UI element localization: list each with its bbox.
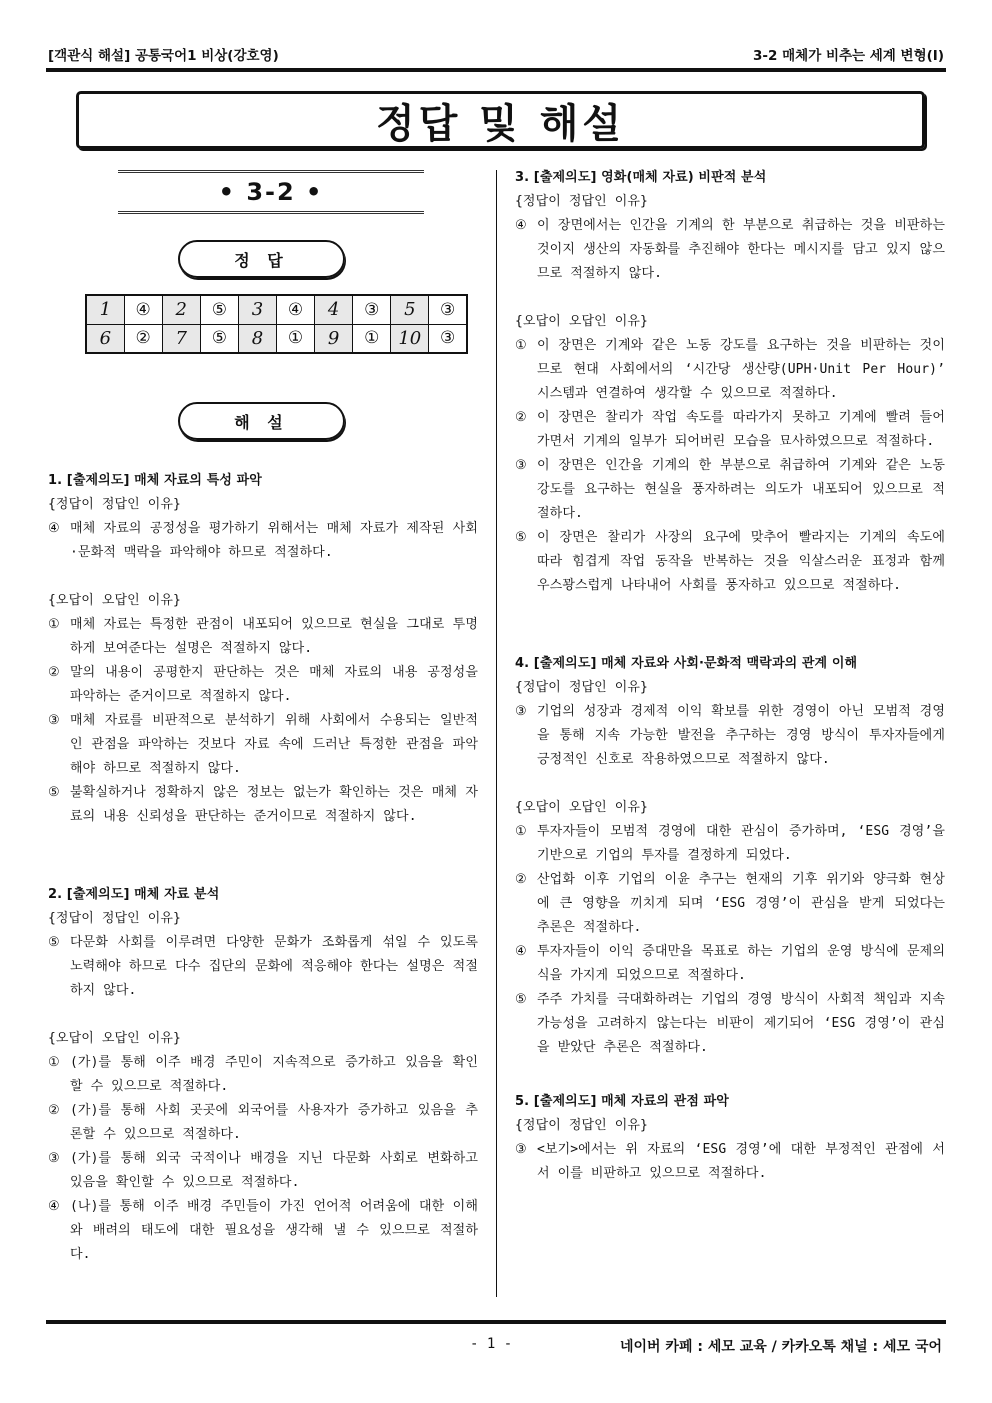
wrong-reason-label: {오답이 오답인 이유} <box>515 800 648 815</box>
answer-value: ③ <box>429 324 467 353</box>
list-item <box>515 214 945 286</box>
footer-credit: 네이버 카페 : 세모 교육 / 카카오톡 채널 : 세모 국어 <box>619 1339 942 1355</box>
question-3-title: 3. [출제의도] 영화(매체 자료) 비판적 분석 <box>515 170 767 185</box>
choice-marker: ③ <box>515 1142 527 1157</box>
answer-row <box>86 295 467 324</box>
question-number: 1 <box>86 295 124 324</box>
list-item <box>48 1195 478 1267</box>
question-number: 9 <box>315 324 353 353</box>
answer-value: ⑤ <box>200 295 238 324</box>
choice-marker: ③ <box>515 704 527 719</box>
explanation-text: 매체 자료의 공정성을 평가하기 위해서는 매체 자료가 제작된 사회·문화적 맥락을 파악해야 하므로 적절하다. <box>70 521 478 560</box>
question-1-title: 1. [출제의도] 매체 자료의 특성 파악 <box>48 473 262 488</box>
choice-marker: ③ <box>48 1151 60 1166</box>
choice-marker: ⑤ <box>515 530 527 545</box>
choice-marker: ① <box>48 617 60 632</box>
question-number: 2 <box>162 295 200 324</box>
explanation-text: 산업화 이후 기업의 이윤 추구는 현재의 기후 위기와 양극화 현상에 큰 영향을 끼치게 되며 ‘ESG 경영’이 관심을 받게 되었다는 추론은 적절하다. <box>537 872 945 935</box>
choice-marker: ④ <box>515 218 527 233</box>
correct-reason-label: {정답이 정답인 이유} <box>515 680 648 695</box>
list-item <box>515 868 945 940</box>
answer-value: ① <box>353 324 391 353</box>
explanation-text: 이 장면은 찰리가 사장의 요구에 맞추어 빨라지는 기계의 속도에 따라 힘겹게 작업 동작을 반복하는 것을 익살스러운 표정과 함께 우스꽝스럽게 나타내어 사회를 풍자하고 있으므로 적절하다. <box>537 530 945 593</box>
list-item <box>48 1147 478 1195</box>
choice-marker: ④ <box>48 1199 60 1214</box>
explanation-text: 이 장면은 인간을 기계의 한 부분으로 취급하여 기계와 같은 노동 강도를 요구하는 현실을 풍자하려는 의도가 내포되어 있으므로 적절하다. <box>537 458 945 521</box>
choice-marker: ② <box>48 1103 60 1118</box>
list-item <box>48 1051 478 1099</box>
list-item <box>48 661 478 709</box>
explanation-text: 투자자들이 모범적 경영에 대한 관심이 증가하며, ‘ESG 경영’을 기반으로 기업의 투자를 결정하게 되었다. <box>537 824 945 863</box>
question-number: 6 <box>86 324 124 353</box>
list-item <box>48 1099 478 1147</box>
column-divider <box>496 170 497 1297</box>
choice-marker: ⑤ <box>48 785 60 800</box>
question-5-title: 5. [출제의도] 매체 자료의 관점 파악 <box>515 1094 729 1109</box>
explanation-text: 주주 가치를 극대화하려는 기업의 경영 방식이 사회적 책임과 지속 가능성을 고려하지 않는다는 비판이 제기되어 ‘ESG 경영’이 관심을 받았단 추론은 적절하다. <box>537 992 945 1055</box>
list-item <box>515 1138 945 1186</box>
question-2-title: 2. [출제의도] 매체 자료 분석 <box>48 887 220 902</box>
list-item <box>515 334 945 406</box>
list-item <box>515 940 945 988</box>
answer-value: ⑤ <box>200 324 238 353</box>
footer-rule <box>46 1320 946 1324</box>
left-column <box>48 469 478 1267</box>
answer-value: ③ <box>353 295 391 324</box>
explanation-label-box <box>178 402 345 440</box>
question-4-title: 4. [출제의도] 매체 자료와 사회·문화적 맥락과의 관계 이해 <box>515 656 858 671</box>
title-box <box>76 91 925 149</box>
header-rule <box>46 68 946 72</box>
list-item <box>515 454 945 526</box>
wrong-reason-label: {오답이 오답인 이유} <box>515 314 648 329</box>
answer-value: ① <box>276 324 314 353</box>
question-number: 10 <box>391 324 429 353</box>
header-right-title: 3-2 매체가 비추는 세계 변형(I) <box>753 48 944 64</box>
question-number: 5 <box>391 295 429 324</box>
choice-marker: ② <box>515 410 527 425</box>
explanation-text: (가)를 통해 사회 곳곳에 외국어를 사용자가 증가하고 있음을 추론할 수 있으므로 적절하다. <box>70 1103 478 1142</box>
explanation-text: 이 장면은 기계와 같은 노동 강도를 요구하는 것을 비판하는 것이므로 현대 사회에서의 ‘시간당 생산량(UPH·Unit Per Hour)’ 시스템과 연결하여 생각할 수 있으므로 적절하다. <box>537 338 945 401</box>
explanation-text: 기업의 성장과 경제적 이익 확보를 위한 경영이 아닌 모범적 경영을 통해 지속 가능한 발전을 추구하는 경영 방식이 투자자들에게 긍정적인 신호로 작용하였으므로 적절하지 않다. <box>537 704 945 767</box>
choice-marker: ⑤ <box>48 935 60 950</box>
explanation-text: (가)를 통해 외국 국적이나 배경을 지닌 다문화 사회로 변화하고 있음을 확인할 수 있으므로 적절하다. <box>70 1151 478 1190</box>
wrong-reason-label: {오답이 오답인 이유} <box>48 1031 181 1046</box>
explanation-text: 불확실하거나 정확하지 않은 정보는 없는가 확인하는 것은 매체 자료의 내용 신뢰성을 판단하는 준거이므로 적절하지 않다. <box>70 785 478 824</box>
correct-reason-label: {정답이 정답인 이유} <box>48 911 181 926</box>
question-number: 3 <box>238 295 276 324</box>
choice-marker: ④ <box>515 944 527 959</box>
header-left-title: [객관식 해설] 공통국어1 비상(강호영) <box>48 48 279 64</box>
section-number: • 3-2 • <box>218 178 324 206</box>
question-number: 7 <box>162 324 200 353</box>
list-item <box>48 517 478 565</box>
list-item <box>515 406 945 454</box>
explanation-text: 투자자들이 이익 증대만을 목표로 하는 기업의 운영 방식에 문제의식을 가지게 되었으므로 적절하다. <box>537 944 945 983</box>
choice-marker: ① <box>515 824 527 839</box>
explanation-text: 이 장면은 찰리가 작업 속도를 따라가지 못하고 기계에 빨려 들어가면서 기계의 일부가 되어버린 모습을 묘사하였으므로 적절하다. <box>537 410 945 449</box>
choice-marker: ④ <box>48 521 60 536</box>
explanation-label: 해 설 <box>234 412 289 432</box>
right-column <box>515 166 945 1186</box>
explanation-text: 이 장면에서는 인간을 기계의 한 부분으로 취급하는 것을 비판하는 것이지 생산의 자동화를 추진해야 한다는 메시지를 담고 있지 않으므로 적절하지 않다. <box>537 218 945 281</box>
answer-value: ③ <box>429 295 467 324</box>
answer-label-box <box>178 240 345 278</box>
explanation-text: 말의 내용이 공평한지 판단하는 것은 매체 자료의 내용 공정성을 파악하는 준거이므로 적절하지 않다. <box>70 665 478 704</box>
answer-table <box>85 294 468 354</box>
choice-marker: ② <box>48 665 60 680</box>
list-item <box>515 700 945 772</box>
page-title: 정답 및 해설 <box>375 100 626 147</box>
question-number: 4 <box>315 295 353 324</box>
explanation-text: <보기>에서는 위 자료의 ‘ESG 경영’에 대한 부정적인 관점에 서서 이를 비판하고 있으므로 적절하다. <box>537 1142 945 1181</box>
choice-marker: ② <box>515 872 527 887</box>
explanation-text: (나)를 통해 이주 배경 주민들이 가진 언어적 어려움에 대한 이해와 배려의 태도에 대한 필요성을 생각해 낼 수 있으므로 적절하다. <box>70 1199 478 1262</box>
answer-value: ④ <box>124 295 162 324</box>
choice-marker: ③ <box>48 713 60 728</box>
answer-row <box>86 324 467 353</box>
correct-reason-label: {정답이 정답인 이유} <box>515 194 648 209</box>
page-header <box>48 44 944 66</box>
list-item <box>48 709 478 781</box>
correct-reason-label: {정답이 정답인 이유} <box>515 1118 648 1133</box>
page-number: - 1 - <box>470 1336 513 1352</box>
explanation-text: (가)를 통해 이주 배경 주민이 지속적으로 증가하고 있음을 확인할 수 있으므로 적절하다. <box>70 1055 478 1094</box>
list-item <box>515 526 945 598</box>
choice-marker: ① <box>515 338 527 353</box>
list-item <box>515 820 945 868</box>
correct-reason-label: {정답이 정답인 이유} <box>48 497 181 512</box>
explanation-text: 매체 자료는 특정한 관점이 내포되어 있으므로 현실을 그대로 투명하게 보여준다는 설명은 적절하지 않다. <box>70 617 478 656</box>
answer-label: 정 답 <box>234 250 289 270</box>
list-item <box>515 988 945 1060</box>
answer-value: ② <box>124 324 162 353</box>
wrong-reason-label: {오답이 오답인 이유} <box>48 593 181 608</box>
answer-value: ④ <box>276 295 314 324</box>
choice-marker: ① <box>48 1055 60 1070</box>
list-item <box>48 613 478 661</box>
list-item <box>48 781 478 829</box>
explanation-text: 매체 자료를 비판적으로 분석하기 위해 사회에서 수용되는 일반적인 관점을 파악하는 것보다 자료 속에 드러난 특정한 관점을 파악해야 하므로 적절하지 않다. <box>70 713 478 776</box>
choice-marker: ⑤ <box>515 992 527 1007</box>
explanation-text: 다문화 사회를 이루려면 다양한 문화가 조화롭게 섞일 수 있도록 노력해야 하므로 다수 집단의 문화에 적응해야 한다는 설명은 적절하지 않다. <box>70 935 478 998</box>
choice-marker: ③ <box>515 458 527 473</box>
question-number: 8 <box>238 324 276 353</box>
list-item <box>48 931 478 1003</box>
section-heading <box>118 170 424 214</box>
